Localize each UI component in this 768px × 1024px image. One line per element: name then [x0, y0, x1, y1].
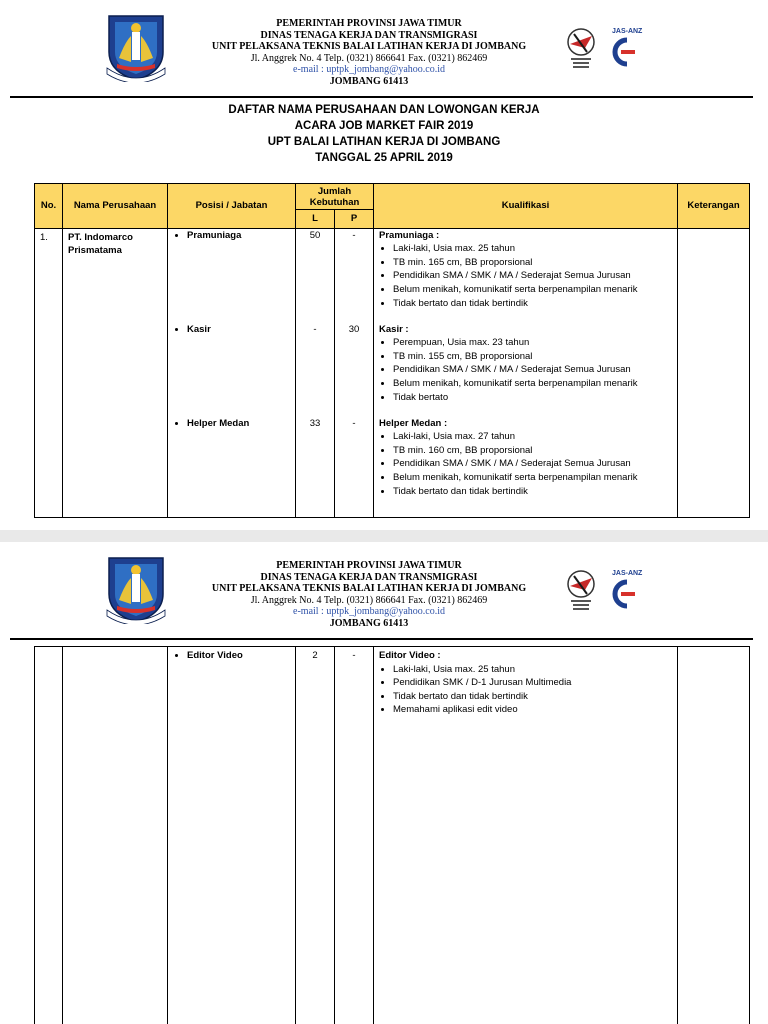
- qualification-item: • Memahami aplikasi edit video: [393, 703, 672, 717]
- row-positions: [168, 647, 296, 1024]
- row-need-p: [335, 228, 374, 517]
- east-java-emblem-icon: [105, 554, 167, 624]
- qualification-heading: Editor Video :: [379, 650, 441, 661]
- letterhead-divider: [10, 96, 753, 98]
- qualification-item: • Laki-laki, Usia max. 27 tahun: [393, 430, 673, 444]
- document-page-2: [0, 542, 768, 1024]
- need-p-value: 30: [348, 323, 360, 335]
- letterhead-line1: PEMERINTAH PROVINSI JAWA TIMUR: [276, 560, 462, 571]
- letterhead-address: Jl. Anggrek No. 4 Telp. (0321) 866641 Fax. (0321) 862469: [250, 594, 488, 606]
- qualification-item: • Tidak bertato: [393, 391, 673, 405]
- letterhead-text: [180, 560, 558, 629]
- header-position: Posisi / Jabatan: [168, 184, 296, 229]
- cert-label: JAS-ANZ: [612, 570, 643, 577]
- header-note: Keterangan: [678, 184, 750, 229]
- qualification-block: [379, 229, 673, 311]
- table-row: [35, 647, 750, 1024]
- header-qualification: Kualifikasi: [374, 184, 678, 229]
- need-p-value: -: [335, 647, 374, 1024]
- east-java-emblem-icon: [105, 12, 167, 82]
- need-l-value: 50: [309, 229, 321, 241]
- row-qualifications: [374, 228, 678, 517]
- qualification-item: • Pendidikan SMA / SMK / MA / Sederajat Semua Jurusan: [393, 363, 673, 377]
- qualification-item: • Tidak bertato dan tidak bertindik: [393, 485, 673, 499]
- letterhead-line3: UNIT PELAKSANA TEKNIS BALAI LATIHAN KERJA DI JOMBANG: [211, 583, 527, 594]
- letterhead-line2: DINAS TENAGA KERJA DAN TRANSMIGRASI: [260, 571, 478, 583]
- header-need: Jumlah Kebutuhan: [296, 184, 374, 210]
- need-l-value: 2: [296, 647, 335, 1024]
- qualification-item: • Pendidikan SMA / SMK / MA / Sederajat Semua Jurusan: [393, 457, 673, 471]
- table-row: [35, 228, 750, 517]
- vacancy-table: [34, 183, 750, 518]
- certification-logo-icon: [565, 564, 647, 614]
- cert-label: JAS-ANZ: [612, 28, 643, 35]
- row-company: PT. Indomarco Prismatama: [63, 228, 168, 517]
- qualification-item: • Belum menikah, komunikatif serta berpenampilan menarik: [393, 283, 673, 297]
- title-line2: ACARA JOB MARKET FAIR 2019: [294, 120, 474, 132]
- header-p: P: [335, 210, 374, 229]
- need-p-value: -: [352, 417, 356, 429]
- vacancy-table-continued: [34, 646, 750, 1024]
- qualification-item: • Perempuan, Usia max. 23 tahun: [393, 336, 673, 350]
- letterhead-email[interactable]: e-mail : uptpk_jombang@yahoo.co.id: [293, 64, 445, 75]
- position-item: • Pramuniaga: [187, 229, 241, 243]
- header-no: No.: [35, 184, 63, 229]
- document-title: [0, 102, 768, 166]
- row-need-l: [296, 228, 335, 517]
- letterhead-address: Jl. Anggrek No. 4 Telp. (0321) 866641 Fax. (0321) 862469: [250, 52, 488, 64]
- letterhead-line3: UNIT PELAKSANA TEKNIS BALAI LATIHAN KERJA DI JOMBANG: [211, 41, 527, 52]
- qualification-item: • Laki-laki, Usia max. 25 tahun: [393, 663, 672, 677]
- row-no: [35, 647, 63, 1024]
- qualification-item: • Belum menikah, komunikatif serta berpenampilan menarik: [393, 471, 673, 485]
- row-note: [678, 647, 750, 1024]
- qualification-item: • Laki-laki, Usia max. 25 tahun: [393, 242, 673, 256]
- qualification-item: • TB min. 155 cm, BB proporsional: [393, 350, 673, 364]
- letterhead-divider: [10, 638, 753, 640]
- qualification-heading: Pramuniaga :: [379, 229, 440, 241]
- row-no: 1.: [35, 228, 63, 517]
- title-line1: DAFTAR NAMA PERUSAHAAN DAN LOWONGAN KERJA: [228, 104, 540, 116]
- position-item: • Editor Video: [187, 649, 290, 663]
- need-p-value: -: [352, 229, 356, 241]
- qualification-item: • Pendidikan SMK / D-1 Jurusan Multimedia: [393, 676, 672, 690]
- position-item: • Kasir: [187, 323, 211, 337]
- need-l-value: 33: [309, 417, 321, 429]
- header-l: L: [296, 210, 335, 229]
- qualification-heading: Kasir :: [379, 323, 409, 335]
- letterhead-line2: DINAS TENAGA KERJA DAN TRANSMIGRASI: [260, 29, 478, 41]
- letterhead-city: JOMBANG 61413: [329, 617, 409, 629]
- qualification-block: [379, 417, 673, 499]
- qualification-item: • Tidak bertato dan tidak bertindik: [393, 297, 673, 311]
- need-l-value: -: [313, 323, 317, 335]
- title-line3: UPT BALAI LATIHAN KERJA DI JOMBANG: [267, 136, 501, 148]
- position-item: • Helper Medan: [187, 417, 249, 431]
- row-positions: [168, 228, 296, 517]
- qualification-item: • Belum menikah, komunikatif serta berpenampilan menarik: [393, 377, 673, 391]
- letterhead-email[interactable]: e-mail : uptpk_jombang@yahoo.co.id: [293, 606, 445, 617]
- qualification-block: [379, 323, 673, 405]
- header-company: Nama Perusahaan: [63, 184, 168, 229]
- qualification-item: • TB min. 165 cm, BB proporsional: [393, 256, 673, 270]
- qualification-item: • Tidak bertato dan tidak bertindik: [393, 690, 672, 704]
- qualification-heading: Helper Medan :: [379, 417, 448, 429]
- certification-logo-icon: [565, 22, 647, 72]
- row-note: [678, 228, 750, 517]
- qualification-item: • Pendidikan SMA / SMK / MA / Sederajat Semua Jurusan: [393, 269, 673, 283]
- letterhead-text: [180, 18, 558, 87]
- letterhead: [0, 542, 768, 636]
- row-company: [63, 647, 168, 1024]
- letterhead-line1: PEMERINTAH PROVINSI JAWA TIMUR: [276, 18, 462, 29]
- letterhead: [0, 0, 768, 94]
- qualification-item: • TB min. 160 cm, BB proporsional: [393, 444, 673, 458]
- title-line4: TANGGAL 25 APRIL 2019: [315, 152, 453, 164]
- letterhead-city: JOMBANG 61413: [329, 75, 409, 87]
- row-qualifications: [374, 647, 678, 1024]
